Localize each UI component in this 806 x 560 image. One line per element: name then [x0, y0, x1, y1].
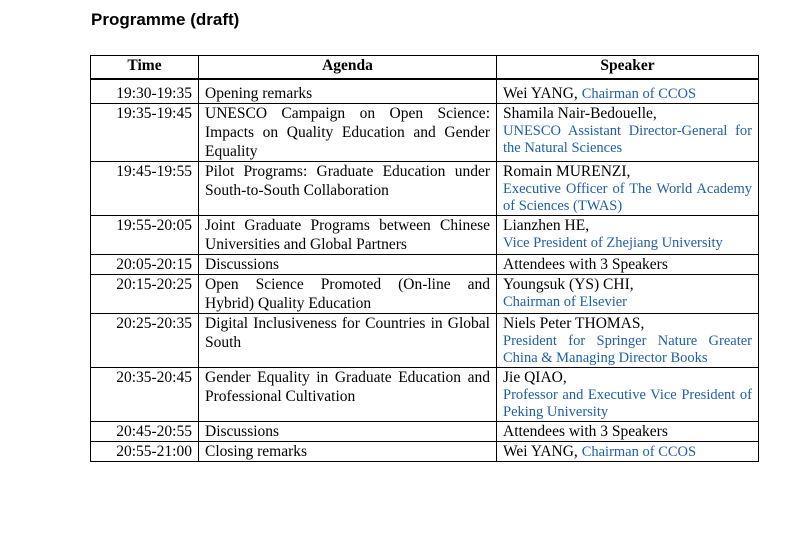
- column-header-speaker: Speaker: [497, 56, 759, 80]
- column-header-agenda: Agenda: [199, 56, 497, 80]
- agenda-cell: Gender Equality in Graduate Education and Professional Cultivation: [199, 368, 497, 422]
- agenda-cell: Open Science Promoted (On-line and Hybrid) Quality Education: [199, 275, 497, 314]
- speaker-name: Lianzhen HE,: [503, 217, 590, 234]
- time-cell: 20:45-20:55: [91, 422, 199, 442]
- speaker-name: Jie QIAO,: [503, 369, 567, 386]
- time-cell: 19:35-19:45: [91, 104, 199, 162]
- speaker-role: Chairman of Elsevier: [503, 294, 628, 310]
- time-cell: 20:05-20:15: [91, 255, 199, 275]
- speaker-name: Shamila Nair-Bedouelle,: [503, 105, 657, 122]
- agenda-cell: Digital Inclusiveness for Countries in Global South: [199, 314, 497, 368]
- table-row: [91, 314, 759, 368]
- speaker-role: President for Springer Nature Greater China & Managing Director Books: [503, 333, 752, 366]
- table-row: [91, 216, 759, 255]
- speaker-cell: [497, 162, 759, 216]
- table-row: [91, 79, 759, 104]
- speaker-role: Chairman of CCOS: [581, 86, 697, 102]
- time-cell: 20:55-21:00: [91, 442, 199, 462]
- speaker-cell: [497, 104, 759, 162]
- speaker-name: Attendees with 3 Speakers: [503, 256, 668, 273]
- speaker-cell: [497, 216, 759, 255]
- speaker-role: UNESCO Assistant Director-General for the Natural Sciences: [503, 123, 752, 156]
- page-title: Programme (draft): [91, 10, 240, 29]
- speaker-cell: [497, 255, 759, 275]
- table-row: [91, 162, 759, 216]
- time-cell: 20:15-20:25: [91, 275, 199, 314]
- agenda-cell: Closing remarks: [199, 442, 497, 462]
- time-cell: 20:25-20:35: [91, 314, 199, 368]
- programme-table: [90, 55, 759, 462]
- agenda-cell: UNESCO Campaign on Open Science: Impacts on Quality Education and Gender Equality: [199, 104, 497, 162]
- speaker-role: Chairman of CCOS: [581, 444, 697, 460]
- agenda-cell: Pilot Programs: Graduate Education under South-to-South Collaboration: [199, 162, 497, 216]
- agenda-cell: Discussions: [199, 422, 497, 442]
- time-cell: 19:30-19:35: [91, 79, 199, 104]
- column-header-time: Time: [91, 56, 199, 80]
- time-cell: 19:55-20:05: [91, 216, 199, 255]
- speaker-name: Niels Peter THOMAS,: [503, 315, 645, 332]
- table-row: [91, 422, 759, 442]
- table-row: [91, 104, 759, 162]
- speaker-name: Wei YANG,: [503, 443, 578, 460]
- table-row: [91, 368, 759, 422]
- time-cell: 20:35-20:45: [91, 368, 199, 422]
- speaker-name: Youngsuk (YS) CHI,: [503, 276, 634, 293]
- speaker-cell: [497, 368, 759, 422]
- agenda-cell: Opening remarks: [199, 79, 497, 104]
- speaker-name: Attendees with 3 Speakers: [503, 423, 668, 440]
- speaker-cell: [497, 79, 759, 104]
- speaker-role: Executive Officer of The World Academy of Sciences (TWAS): [503, 181, 752, 214]
- speaker-cell: [497, 314, 759, 368]
- speaker-cell: [497, 422, 759, 442]
- speaker-role: Professor and Executive Vice President of Peking University: [503, 387, 752, 420]
- speaker-name: Romain MURENZI,: [503, 163, 631, 180]
- speaker-name: Wei YANG,: [503, 85, 578, 102]
- speaker-cell: [497, 275, 759, 314]
- speaker-role: Vice President of Zhejiang University: [503, 235, 723, 251]
- table-row: [91, 255, 759, 275]
- time-cell: 19:45-19:55: [91, 162, 199, 216]
- speaker-cell: [497, 442, 759, 462]
- table-row: [91, 275, 759, 314]
- agenda-cell: Joint Graduate Programs between Chinese Universities and Global Partners: [199, 216, 497, 255]
- agenda-cell: Discussions: [199, 255, 497, 275]
- table-header-row: [91, 56, 759, 80]
- table-row: [91, 442, 759, 462]
